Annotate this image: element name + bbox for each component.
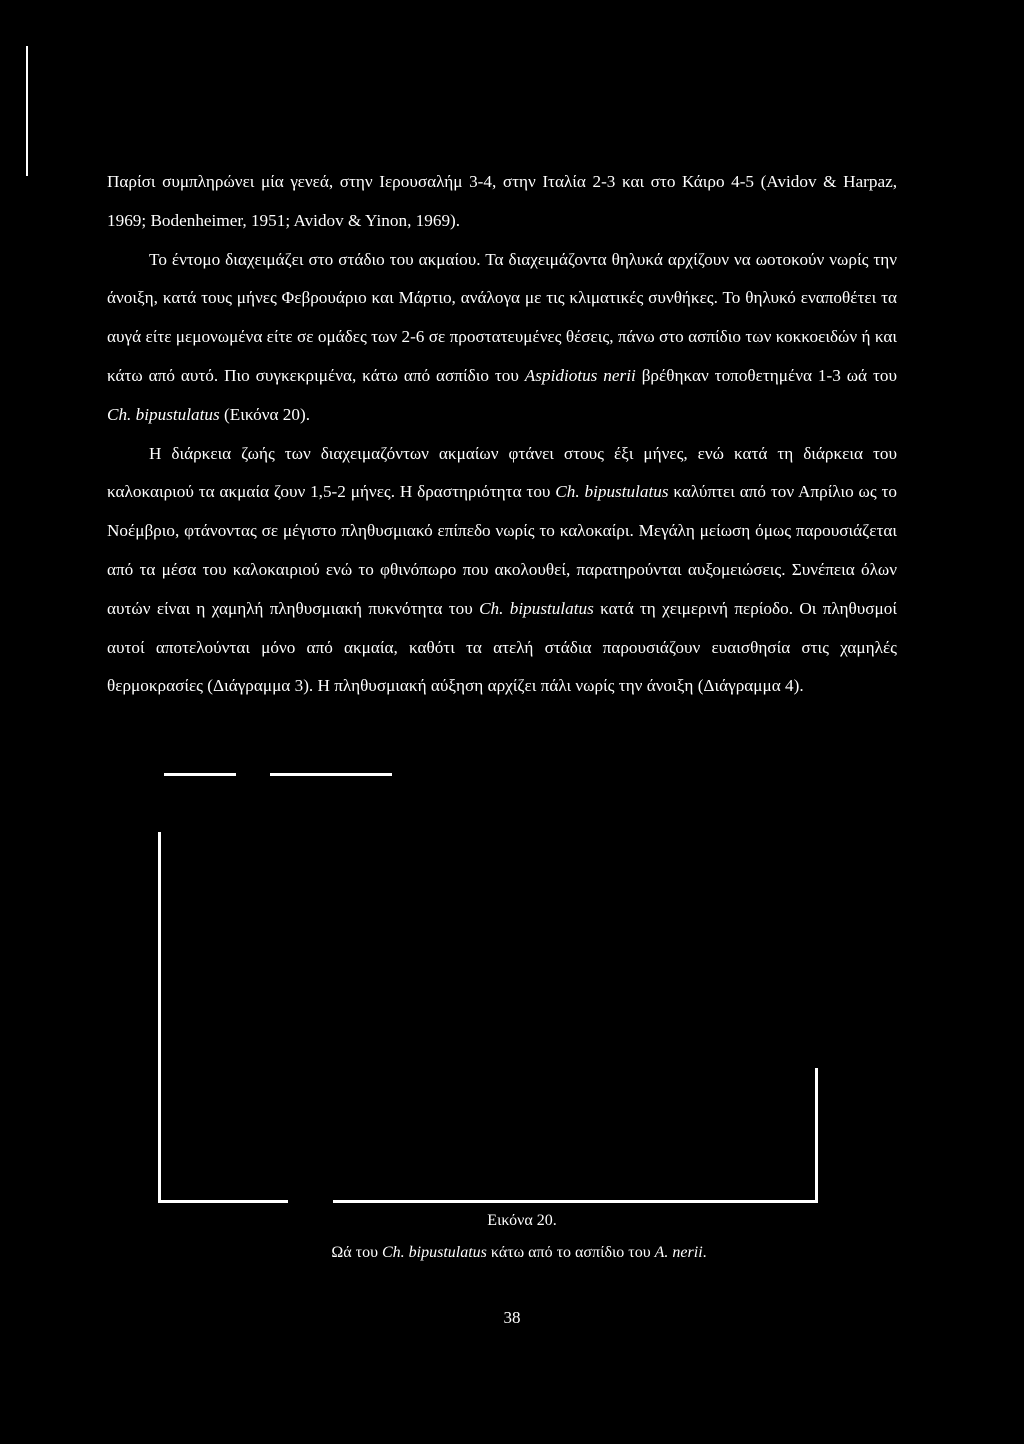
text-run: Ωά του — [331, 1244, 382, 1261]
italic-term: Aspidiotus nerii — [524, 365, 636, 385]
text-run: βρέθηκαν τοποθετημένα 1-3 ωά του — [635, 365, 897, 385]
text-run: (Εικόνα 20). — [219, 404, 311, 424]
italic-term: A. nerii — [654, 1244, 703, 1261]
page-number: 38 — [503, 1308, 521, 1327]
paragraph-1 — [107, 163, 897, 241]
text-run: . — [702, 1244, 707, 1261]
figure-top-edge-right — [270, 773, 392, 776]
body-text — [107, 163, 897, 706]
figure-frame-bottom-right — [333, 1200, 818, 1203]
italic-term: Ch. bipustulatus — [107, 404, 220, 424]
italic-term: Ch. bipustulatus — [479, 598, 594, 618]
text-run: Παρίσι συμπληρώνει μία γενεά, στην Ιερουσαλήμ 3-4, στην Ιταλία 2-3 και στο Κάιρο 4-5 (Avidov & Harpaz, 1969; Bodenheimer, 1951; Avidov & Yinon, 1969). — [107, 172, 897, 230]
text-run: καλύπτει από τον Απρίλιο ως το Νοέμβριο, φτάνοντας σε μέγιστο πληθυσμιακό επίπεδο νωρίς το καλοκαίρι. Μεγάλη μείωση όμως παρουσιάζεται από τα μέσα του καλοκαιριού ενώ το φθινόπωρο που ακολουθεί, παρατηρούνται αυξομειώσεις. Συνέπεια όλων αυτών είναι η χαμηλή πληθυσμιακή πυκνότητα του — [107, 482, 897, 618]
text-run: κατά τη χειμερινή περίοδο. Οι πληθυσμοί αυτοί αποτελούνται μόνο από ακμαία, καθότι τα ατελή στάδια παρουσιάζουν ευαισθησία στις χαμηλές θερμοκρασίες (Διάγραμμα 3). Η πληθυσμιακή αύξηση αρχίζει πάλι νωρίς την άνοιξη (Διάγραμμα 4). — [107, 598, 897, 696]
figure-frame-left — [158, 832, 161, 1203]
figure-title: Εικόνα 20. — [487, 1212, 557, 1229]
italic-term: Ch. bipustulatus — [381, 1244, 487, 1261]
text-run: Το έντομο διαχειμάζει στο στάδιο του ακμαίου. Τα διαχειμάζοντα θηλυκά αρχίζουν να ωοτοκούν νωρίς την άνοιξη, κατά τους μήνες Φεβρουάριο και Μάρτιο, ανάλογα με τις κλιματικές συνθήκες. Το θηλυκό εναποθέτει τα αυγά είτε μεμονωμένα είτε σε ομάδες των 2-6 σε προστατευμένες θέσεις, πάνω στο ασπίδιο των κοκκοειδών ή και κάτω από αυτό. Πιο συγκεκριμένα, κάτω από ασπίδιο του — [107, 249, 897, 385]
scan-margin-line — [26, 46, 28, 176]
italic-term: Ch. bipustulatus — [555, 482, 669, 502]
text-run: Η διάρκεια ζωής των διαχειμαζόντων ακμαίων φτάνει στους έξι μήνες, ενώ κατά τη διάρκεια του καλοκαιριού τα ακμαία ζουν 1,5-2 μήνες. Η δραστηριότητα του — [107, 443, 897, 502]
figure-frame-right — [815, 1068, 818, 1203]
figure-frame-bottom-left — [158, 1200, 288, 1203]
text-run: κάτω από το ασπίδιο του — [486, 1244, 655, 1261]
figure-caption — [0, 1244, 1024, 1262]
figure-top-edge-left — [164, 773, 236, 776]
paragraph-3 — [107, 435, 897, 707]
paragraph-2 — [107, 241, 897, 435]
